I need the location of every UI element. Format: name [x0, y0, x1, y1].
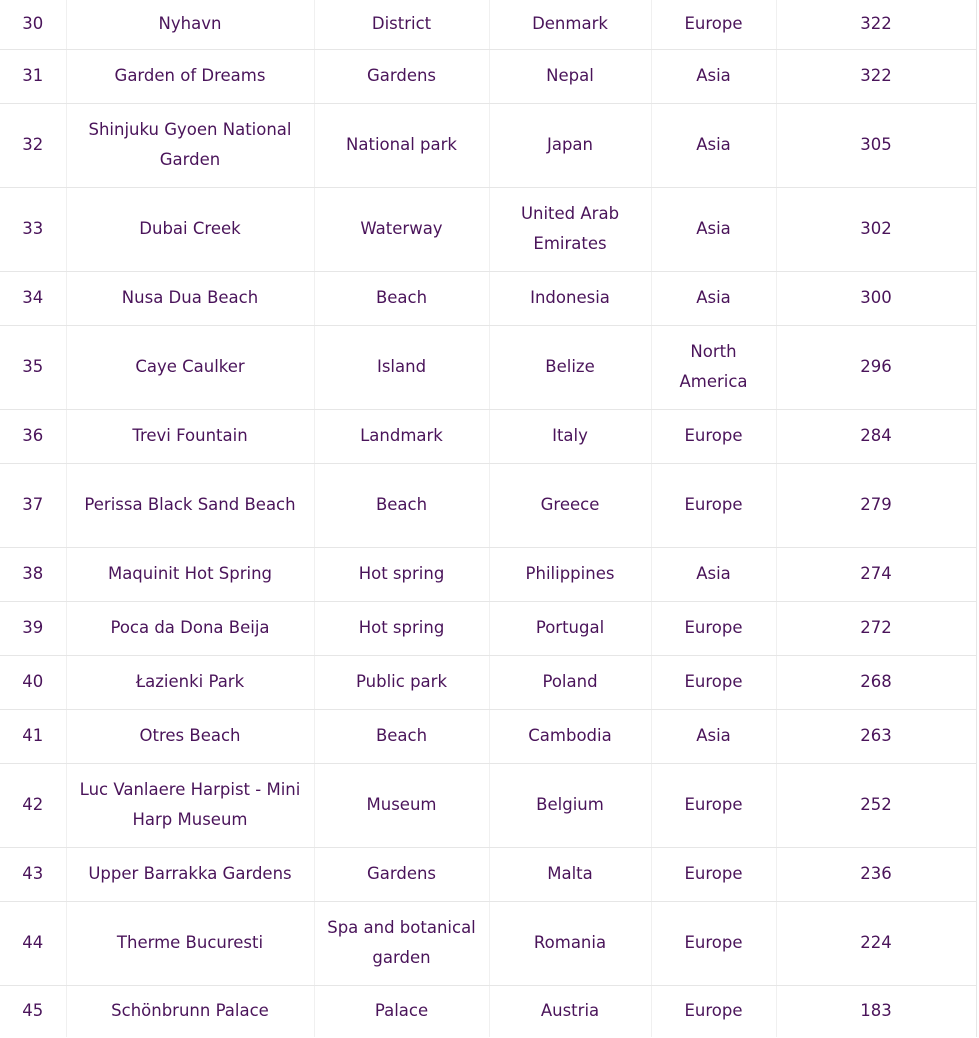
country-cell: Indonesia — [489, 271, 651, 325]
type-cell: Hot spring — [314, 601, 489, 655]
score-cell: 305 — [776, 103, 976, 187]
name-cell: Garden of Dreams — [66, 49, 314, 103]
type-cell: Island — [314, 325, 489, 409]
name-cell: Trevi Fountain — [66, 409, 314, 463]
country-cell: Portugal — [489, 601, 651, 655]
table-row — [0, 655, 976, 709]
continent-cell: Asia — [651, 103, 776, 187]
continent-cell: Europe — [651, 763, 776, 847]
rank-cell: 34 — [0, 271, 66, 325]
table-row — [0, 985, 976, 1037]
rank-cell: 35 — [0, 325, 66, 409]
table-row — [0, 0, 976, 49]
name-cell: Maquinit Hot Spring — [66, 547, 314, 601]
table-row — [0, 103, 976, 187]
type-cell: Public park — [314, 655, 489, 709]
continent-cell: Europe — [651, 463, 776, 547]
continent-cell: Europe — [651, 901, 776, 985]
type-cell: Spa and botanical garden — [314, 901, 489, 985]
continent-cell: Europe — [651, 985, 776, 1037]
country-cell: Austria — [489, 985, 651, 1037]
type-cell: National park — [314, 103, 489, 187]
table-row — [0, 601, 976, 655]
rank-cell: 38 — [0, 547, 66, 601]
score-cell: 183 — [776, 985, 976, 1037]
rank-cell: 33 — [0, 187, 66, 271]
table-row — [0, 547, 976, 601]
country-cell: Japan — [489, 103, 651, 187]
table-row — [0, 271, 976, 325]
score-cell: 296 — [776, 325, 976, 409]
continent-cell: Asia — [651, 271, 776, 325]
continent-cell: Europe — [651, 409, 776, 463]
score-cell: 272 — [776, 601, 976, 655]
rank-cell: 45 — [22, 1001, 44, 1021]
score-cell: 274 — [776, 547, 976, 601]
table-row — [0, 709, 976, 763]
name-cell: Therme Bucuresti — [66, 901, 314, 985]
score-cell: 236 — [776, 847, 976, 901]
name-cell: Poca da Dona Beija — [66, 601, 314, 655]
continent-cell: Asia — [651, 187, 776, 271]
name-cell: Nusa Dua Beach — [66, 271, 314, 325]
table-row — [0, 325, 976, 409]
type-cell: Beach — [314, 463, 489, 547]
continent-cell: Asia — [651, 709, 776, 763]
score-cell: 322 — [776, 0, 976, 49]
country-cell: Italy — [489, 409, 651, 463]
score-cell: 268 — [776, 655, 976, 709]
rank-cell: 30 — [0, 0, 66, 49]
name-cell: Luc Vanlaere Harpist - Mini Harp Museum — [66, 763, 314, 847]
score-cell: 322 — [776, 49, 976, 103]
table-row — [0, 847, 976, 901]
country-cell: Cambodia — [489, 709, 651, 763]
country-cell: Poland — [489, 655, 651, 709]
table-row — [0, 49, 976, 103]
score-cell: 302 — [776, 187, 976, 271]
score-cell: 263 — [776, 709, 976, 763]
score-cell: 224 — [776, 901, 976, 985]
rank-cell: 36 — [0, 409, 66, 463]
country-cell: Belgium — [489, 763, 651, 847]
continent-cell: Europe — [651, 847, 776, 901]
type-cell: Landmark — [314, 409, 489, 463]
country-cell: Denmark — [489, 0, 651, 49]
name-cell: Caye Caulker — [66, 325, 314, 409]
score-cell: 284 — [776, 409, 976, 463]
continent-cell: North America — [651, 325, 776, 409]
name-cell: Łazienki Park — [66, 655, 314, 709]
continent-cell: Europe — [651, 655, 776, 709]
score-cell: 279 — [776, 463, 976, 547]
type-cell: Hot spring — [314, 547, 489, 601]
name-cell: Schönbrunn Palace — [66, 985, 314, 1037]
name-cell: Otres Beach — [66, 709, 314, 763]
rank-cell: 37 — [0, 463, 66, 547]
continent-cell: Asia — [651, 49, 776, 103]
name-cell: Nyhavn — [66, 0, 314, 49]
type-cell: Beach — [314, 709, 489, 763]
type-cell: District — [314, 0, 489, 49]
type-cell: Waterway — [314, 187, 489, 271]
table-row — [0, 187, 976, 271]
table-row — [0, 763, 976, 847]
continent-cell: Europe — [651, 0, 776, 49]
name-cell: Perissa Black Sand Beach — [66, 463, 314, 547]
rank-cell: 39 — [0, 601, 66, 655]
country-cell: Romania — [489, 901, 651, 985]
type-cell: Museum — [314, 763, 489, 847]
type-cell: Beach — [314, 271, 489, 325]
rank-cell: 42 — [0, 763, 66, 847]
score-cell: 252 — [776, 763, 976, 847]
country-cell: Malta — [489, 847, 651, 901]
name-cell: Upper Barrakka Gardens — [66, 847, 314, 901]
rank-cell: 43 — [0, 847, 66, 901]
continent-cell: Asia — [651, 547, 776, 601]
rank-cell: 40 — [0, 655, 66, 709]
type-cell: Gardens — [314, 49, 489, 103]
type-cell: Gardens — [314, 847, 489, 901]
score-cell: 300 — [776, 271, 976, 325]
country-cell: Belize — [489, 325, 651, 409]
country-cell: Philippines — [489, 547, 651, 601]
rank-cell: 31 — [0, 49, 66, 103]
name-cell: Dubai Creek — [66, 187, 314, 271]
rank-cell: 44 — [0, 901, 66, 985]
rank-cell: 32 — [0, 103, 66, 187]
table-row — [0, 409, 976, 463]
continent-cell: Europe — [651, 601, 776, 655]
country-cell: Nepal — [489, 49, 651, 103]
name-cell: Shinjuku Gyoen National Garden — [66, 103, 314, 187]
table-row — [0, 463, 976, 547]
rank-cell: 41 — [0, 709, 66, 763]
country-cell: Greece — [489, 463, 651, 547]
country-cell: United Arab Emirates — [489, 187, 651, 271]
type-cell: Palace — [314, 985, 489, 1037]
table-row — [0, 901, 976, 985]
